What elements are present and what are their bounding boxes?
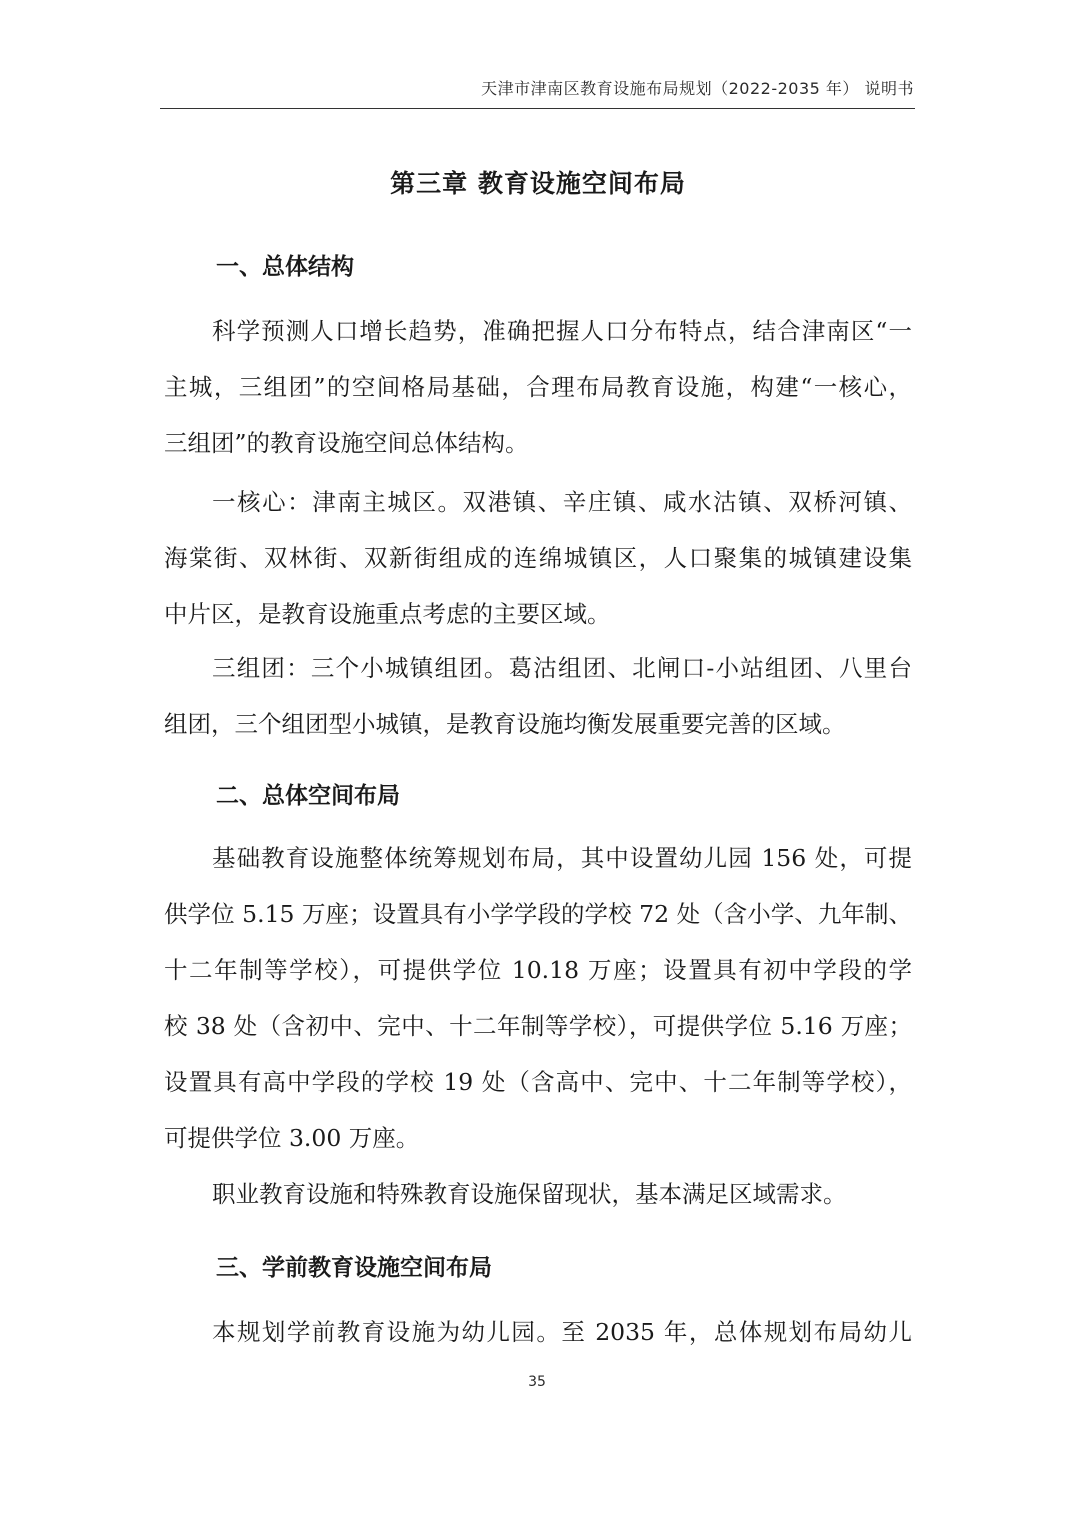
text-line: 本规划学前教育设施为幼儿园。至 2035 年，总体规划布局幼儿 [212,1318,912,1346]
section-heading-overall-structure: 一、总体结构 [216,254,354,280]
section-heading-overall-layout: 二、总体空间布局 [216,783,400,809]
text-line: 校 38 处（含初中、完中、十二年制等学校），可提供学位 5.16 万座； [164,1012,912,1040]
text-line: 三组团”的教育设施空间总体结构。 [164,429,529,457]
running-header: 天津市津南区教育设施布局规划（2022-2035 年） 说明书 [481,79,914,98]
text-line: 十二年制等学校），可提供学位 10.18 万座；设置具有初中学段的学 [164,956,912,984]
text-line: 三组团：三个小城镇组团。葛沽组团、北闸口-小站组团、八里台 [212,654,912,682]
text-line: 基础教育设施整体统筹规划布局，其中设置幼儿园 156 处，可提 [212,844,912,872]
text-line: 科学预测人口增长趋势，准确把握人口分布特点，结合津南区“一 [212,317,912,345]
text-line: 设置具有高中学段的学校 19 处（含高中、完中、十二年制等学校）， [164,1068,912,1096]
paragraph-basic-education [164,830,912,1166]
text-line: 中片区，是教育设施重点考虑的主要区域。 [164,600,611,628]
section-heading-preschool-layout: 三、学前教育设施空间布局 [216,1255,492,1281]
page-number: 35 [528,1374,546,1390]
paragraph-one-core [164,474,912,642]
text-line: 海棠街、双林街、双新街组成的连绵城镇区，人口聚集的城镇建设集 [164,544,912,572]
text-line: 组团，三个组团型小城镇，是教育设施均衡发展重要完善的区域。 [164,710,846,738]
text-line: 主城，三组团”的空间格局基础，合理布局教育设施，构建“一核心， [164,373,912,401]
paragraph-preschool [164,1304,912,1360]
paragraph-structure-intro [164,303,912,471]
chapter-title: 第三章 教育设施空间布局 [390,169,686,198]
header-divider [160,108,915,109]
text-line: 一核心：津南主城区。双港镇、辛庄镇、咸水沽镇、双桥河镇、 [212,488,912,516]
text-line: 可提供学位 3.00 万座。 [164,1124,420,1152]
paragraph-vocational-special [164,1166,912,1222]
text-line: 职业教育设施和特殊教育设施保留现状，基本满足区域需求。 [212,1180,847,1208]
paragraph-three-clusters [164,640,912,752]
text-line: 供学位 5.15 万座；设置具有小学学段的学校 72 处（含小学、九年制、 [164,900,912,928]
